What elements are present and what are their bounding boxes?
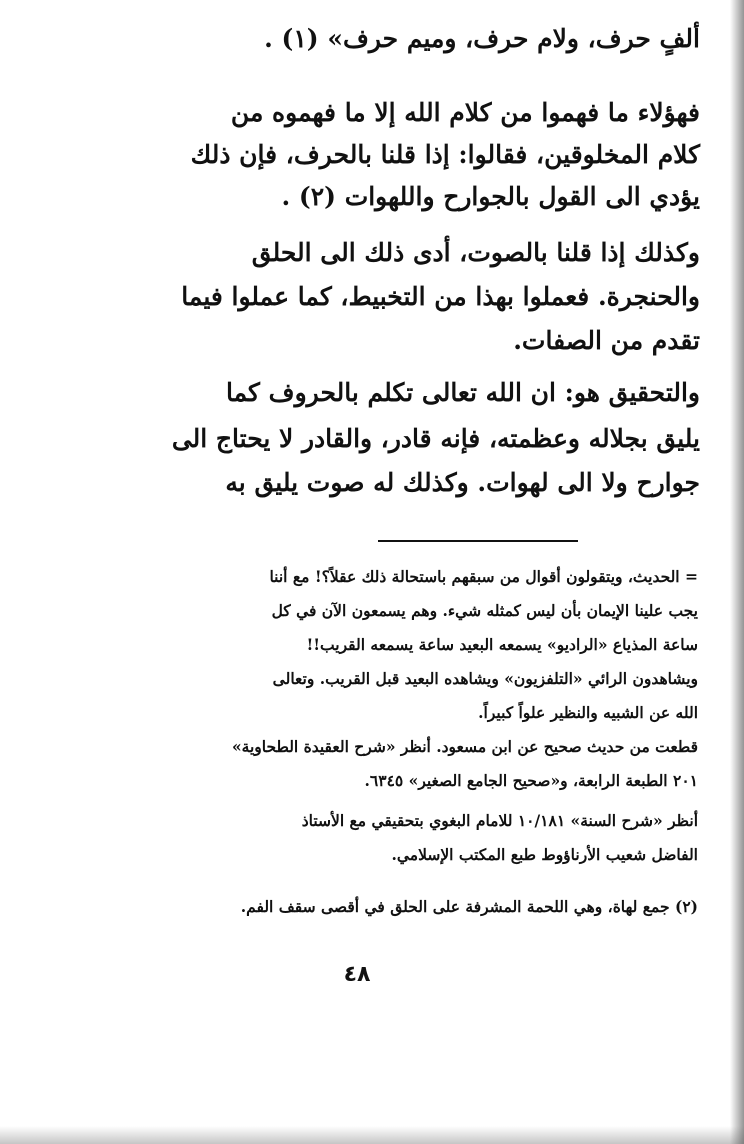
- page-number: ٤٨: [343, 962, 371, 987]
- body-line-2: فهؤلاء ما فهموا من كلام الله إلا ما فهموه من: [230, 98, 700, 127]
- footnote-line-8: أنظر «شرح السنة» ١٠/١٨١ للامام البغوي بتحقيقي مع الأستاذ: [301, 811, 698, 830]
- body-line-10: جوارح ولا الى لهوات. وكذلك له صوت يليق به: [225, 468, 700, 497]
- body-line-5: وكذلك إذا قلنا بالصوت، أدى ذلك الى الحلق: [251, 238, 700, 267]
- body-line-6: والحنجرة. فعملوا بهذا من التخبيط، كما عملوا فيما: [181, 282, 700, 311]
- footnote-line-10: (٢) جمع لهاة، وهي اللحمة المشرفة على الحلق في أقصى سقف الفم.: [240, 897, 698, 916]
- footnote-line-9: الفاضل شعيب الأرناؤوط طبع المكتب الإسلامي.: [391, 845, 698, 864]
- footnote-line-5: الله عن الشبيه والنظير علواً كبيراً.: [478, 703, 698, 722]
- body-line-1: ألفٍ حرف، ولام حرف، وميم حرف» (١) .: [264, 24, 700, 53]
- body-line-9: يليق بجلاله وعظمته، فإنه قادر، والقادر لا يحتاج الى: [171, 424, 700, 453]
- footnote-line-7: ٢٠١ الطبعة الرابعة، و«صحيح الجامع الصغير» ٦٣٤٥.: [364, 771, 698, 790]
- footnote-line-4: ويشاهدون الرائي «التلفزيون» ويشاهده البعيد قبل القريب. وتعالى: [272, 669, 698, 688]
- footnote-divider: [378, 540, 578, 542]
- page-bottom-shadow: [0, 1126, 744, 1144]
- footnote-line-1: = الحديث، ويتقولون أقوال من سبقهم باستحالة ذلك عقلاً؟! مع أننا: [269, 567, 698, 586]
- footnote-line-3: ساعة المذياع «الراديو» يسمعه البعيد ساعة يسمعه القريب!!: [306, 635, 698, 654]
- footnote-line-6: قطعت من حديث صحيح عن ابن مسعود. أنظر «شرح العقيدة الطحاوية»: [231, 737, 698, 756]
- body-line-4: يؤدي الى القول بالجوارح واللهوات (٢) .: [281, 182, 700, 211]
- footnote-line-2: يجب علينا الإيمان بأن ليس كمثله شيء. وهم يسمعون الآن في كل: [271, 601, 698, 620]
- body-line-7: تقدم من الصفات.: [513, 326, 700, 355]
- page-edge-shadow: [730, 0, 744, 1144]
- body-line-3: كلام المخلوقين، فقالوا: إذا قلنا بالحرف، فإن ذلك: [190, 140, 700, 169]
- body-line-8: والتحقيق هو: ان الله تعالى تكلم بالحروف كما: [225, 378, 700, 407]
